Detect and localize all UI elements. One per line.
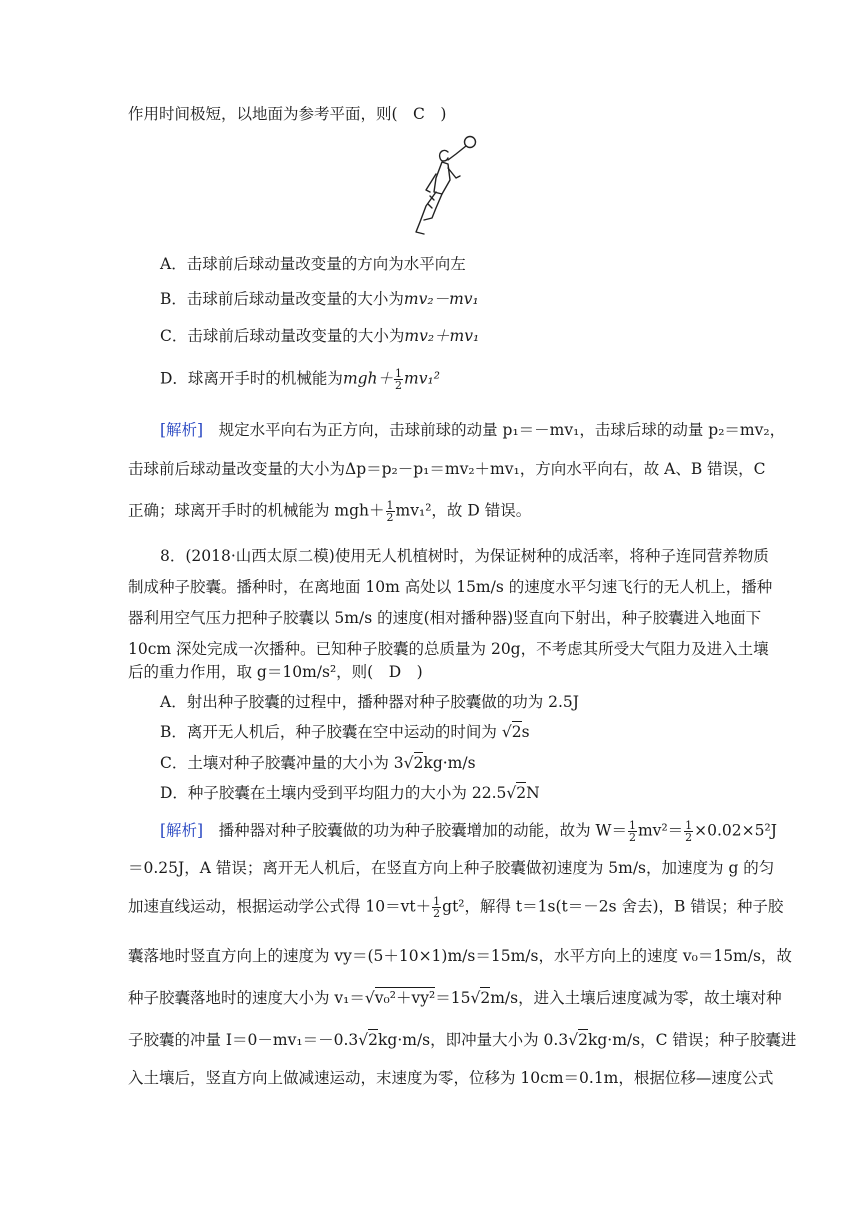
fraction-half: $\frac{1}{2}$ (433, 895, 441, 920)
fraction-half: $\frac{1}{2}$ (628, 819, 636, 844)
q8-analysis-line-2: ＝0.25J，A 错误；离开无人机后，在竖直方向上种子胶囊做初速度为 5m/s，加速度为 g 的匀 (128, 859, 775, 877)
intro-line: 作用时间极短，以地面为参考平面，则( C ) (128, 105, 447, 123)
analysis-tag: [解析] (160, 821, 204, 840)
q8-option-d: D．种子胶囊在土壤内受到平均阻力的大小为 22.5√2N (160, 784, 540, 802)
q8-line-4: 10cm 深处完成一次播种。已知种子胶囊的总质量为 20g，不考虑其所受大气阻力及进入土壤 (128, 640, 769, 658)
sqrt-radicand: 2 (480, 989, 491, 1007)
fraction-half: $\frac{1}{2}$ (386, 499, 394, 524)
q8-analysis-line-5: 种子胶囊落地时的速度大小为 v₁＝√v₀²＋vy²＝15√2m/s，进入土壤后速度减为零，故土壤对种 (128, 989, 782, 1007)
q8-analysis-line-1 (160, 820, 777, 843)
sqrt-radicand: 2 (413, 754, 424, 772)
q7-option-c-expr: mv₂＋mv₁ (404, 327, 480, 345)
q8-analysis-text-1c: ×0.02×5²J (694, 821, 777, 840)
analysis-tag: [解析] (160, 421, 204, 439)
q8-option-b-unit: s (521, 723, 530, 741)
q7-option-c-text: C．击球前后球动量改变量的大小为 (160, 327, 405, 345)
q8-line-2: 制成种子胶囊。播种时，在离地面 10m 高处以 15m/s 的速度水平匀速飞行的无人机上，播种 (128, 578, 773, 596)
q8-analysis-line-6: 子胶囊的冲量 I＝0－mv₁＝－0.3√2kg·m/s，即冲量大小为 0.3√2kg·m/s，C 错误；种子胶囊进 (128, 1031, 797, 1049)
q8-option-d-text: D．种子胶囊在土壤内受到平均阻力的大小为 22.5 (160, 784, 507, 802)
q8-analysis-text-5e: m/s，进入土壤后速度减为零，故土壤对种 (490, 989, 782, 1007)
q8-analysis-text-3b: gt²，解得 t＝1s(t＝－2s 舍去)，B 错误；种子胶 (442, 897, 784, 916)
q8-analysis-line-3 (128, 896, 783, 919)
q8-analysis-text-1a: 播种器对种子胶囊做的功为种子胶囊增加的动能，故为 W＝ (203, 821, 627, 840)
q7-option-c (160, 326, 479, 346)
fraction-half: $\frac{1}{2}$ (395, 367, 403, 392)
q8-analysis-text-3a: 加速直线运动，根据运动学公式得 10＝vt＋ (128, 897, 432, 916)
q7-analysis-line-1 (160, 420, 785, 440)
q8-analysis-text-6c: kg·m/s，即冲量大小为 0.3 (378, 1031, 569, 1049)
q7-analysis-text-1: 规定水平向右为正方向，击球前球的动量 p₁＝－mv₁，击球后球的动量 p₂＝mv₂， (203, 421, 786, 439)
q8-option-b-text: B．离开无人机后，种子胶囊在空中运动的时间为 (160, 723, 502, 741)
q7-option-d-text: D．球离开手时的机械能为 (160, 369, 343, 388)
q8-option-c: C．土壤对种子胶囊冲量的大小为 3√2kg·m/s (160, 754, 476, 772)
sqrt-radicand: 2 (578, 1031, 588, 1049)
q8-analysis-line-7: 入土壤后，竖直方向上做减速运动，末速度为零，位移为 10cm＝0.1m，根据位移—速度公式 (128, 1069, 774, 1087)
q7-analysis-text-3a: 正确；球离开手时的机械能为 mgh＋ (128, 501, 385, 520)
sqrt-radicand: 2 (368, 1031, 378, 1049)
q8-analysis-text-5a: 种子胶囊落地时的速度大小为 v₁＝ (128, 989, 365, 1007)
q8-line-3: 器利用空气压力把种子胶囊以 5m/s 的速度(相对播种器)竖直向下射出，种子胶囊进入地面下 (128, 609, 762, 627)
q8-line-1: 8．(2018·山西太原二模)使用无人机植树时，为保证树种的成活率，将种子连同营养物质 (160, 547, 769, 565)
q8-line-5: 后的重力作用，取 g＝10m/s²，则( D ) (128, 663, 423, 681)
q7-option-b-text: B．击球前后球动量改变量的大小为 (160, 290, 404, 308)
q7-analysis-line-3 (128, 500, 531, 523)
q7-option-a: A．击球前后球动量改变量的方向为水平向左 (160, 255, 466, 273)
q7-analysis-line-2: 击球前后球动量改变量的大小为Δp＝p₂－p₁＝mv₂＋mv₁，方向水平向右，故 A、B 错误，C (128, 460, 766, 478)
q7-analysis-text-3b: mv₁²，故 D 错误。 (395, 501, 532, 520)
sqrt-radicand: 2 (516, 784, 527, 802)
q7-option-d (160, 368, 440, 391)
sqrt-radicand: 2 (511, 723, 522, 741)
q7-option-d-tail: mv₁² (404, 369, 440, 388)
q7-option-d-expr: mgh＋ (342, 369, 394, 388)
q8-option-d-unit: N (526, 784, 540, 802)
q8-analysis-text-6a: 子胶囊的冲量 I＝0－mv₁＝－0.3 (128, 1031, 359, 1049)
q7-option-b-expr: mv₂－mv₁ (403, 290, 479, 308)
q8-analysis-line-4: 囊落地时竖直方向上的速度为 vy＝(5＋10×1)m/s＝15m/s，水平方向上的速度 v₀＝15m/s，故 (128, 947, 792, 965)
q8-analysis-text-1b: mv²＝ (637, 821, 684, 840)
q7-option-b (160, 289, 479, 309)
q8-analysis-text-5c: ＝15 (435, 989, 471, 1007)
q8-option-b: B．离开无人机后，种子胶囊在空中运动的时间为 √2s (160, 723, 530, 741)
fraction-half: $\frac{1}{2}$ (685, 819, 693, 844)
q8-option-c-text: C．土壤对种子胶囊冲量的大小为 3 (160, 754, 404, 772)
volleyball-player-figure (404, 134, 484, 240)
q8-analysis-text-6e: kg·m/s，C 错误；种子胶囊进 (587, 1031, 797, 1049)
q8-option-a: A．射出种子胶囊的过程中，播种器对种子胶囊做的功为 2.5J (160, 693, 579, 711)
q8-option-c-unit: kg·m/s (423, 754, 476, 772)
sqrt-radicand: v₀²＋vy² (374, 989, 436, 1007)
